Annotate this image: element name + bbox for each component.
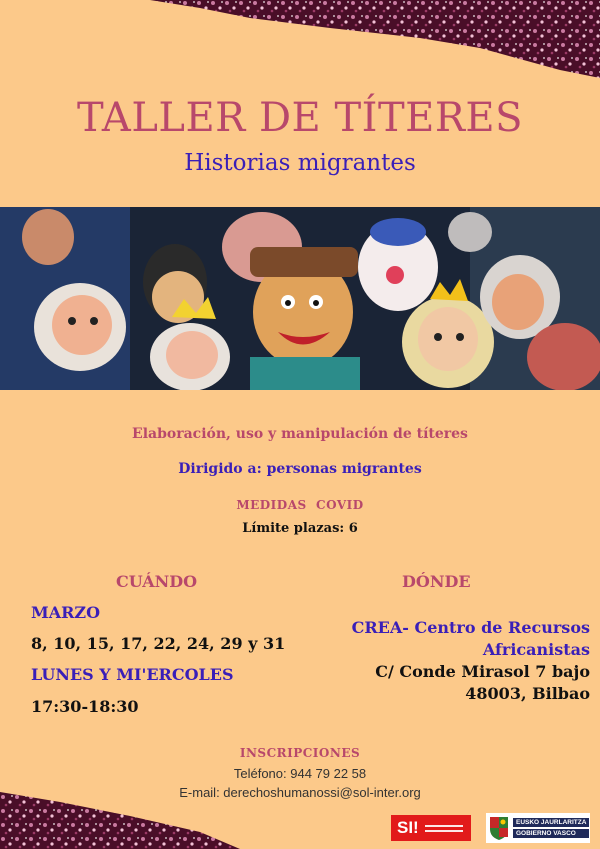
basque-shield-icon <box>488 815 510 841</box>
registration-phone: Teléfono: 944 79 22 58 <box>233 766 367 781</box>
workshop-description: Elaboración, uso y manipulación de títeres <box>132 426 468 442</box>
where-heading: DÓNDE <box>402 572 471 591</box>
solidaridad-internacional-logo <box>391 815 471 841</box>
glitter-band-top <box>0 0 600 80</box>
gv-logo-line1: EUSKO JAURLARITZA <box>513 818 589 827</box>
when-time: 17:30-18:30 <box>31 697 139 716</box>
target-audience: Dirigido a: personas migrantes <box>178 461 422 477</box>
covid-heading: MEDIDAS COVID <box>236 498 364 512</box>
registration-email[interactable]: E-mail: derechoshumanossi@sol-inter.org <box>179 785 421 800</box>
registration-heading: INSCRIPCIONES <box>239 746 361 760</box>
venue-name-line2: Africanistas <box>482 640 590 659</box>
venue-street: C/ Conde Mirasol 7 bajo <box>375 662 590 681</box>
si-logo-text-lines <box>425 822 463 835</box>
gv-logo-line2: GOBIERNO VASCO <box>513 829 589 838</box>
places-limit: Límite plazas: 6 <box>242 521 358 536</box>
venue-city: 48003, Bilbao <box>465 684 590 703</box>
gobierno-vasco-logo <box>486 813 590 843</box>
puppets-photo <box>0 207 600 390</box>
when-dates: 8, 10, 15, 17, 22, 24, 29 y 31 <box>31 634 286 653</box>
si-logo-mark: SI! <box>397 818 419 837</box>
poster-subtitle: Historias migrantes <box>184 150 416 176</box>
when-month: MARZO <box>31 603 101 622</box>
poster-title: TALLER DE TÍTERES <box>76 95 524 141</box>
when-days: LUNES Y MI'ERCOLES <box>31 665 234 684</box>
when-heading: CUÁNDO <box>116 572 198 591</box>
venue-name-line1: CREA- Centro de Recursos <box>351 618 590 637</box>
